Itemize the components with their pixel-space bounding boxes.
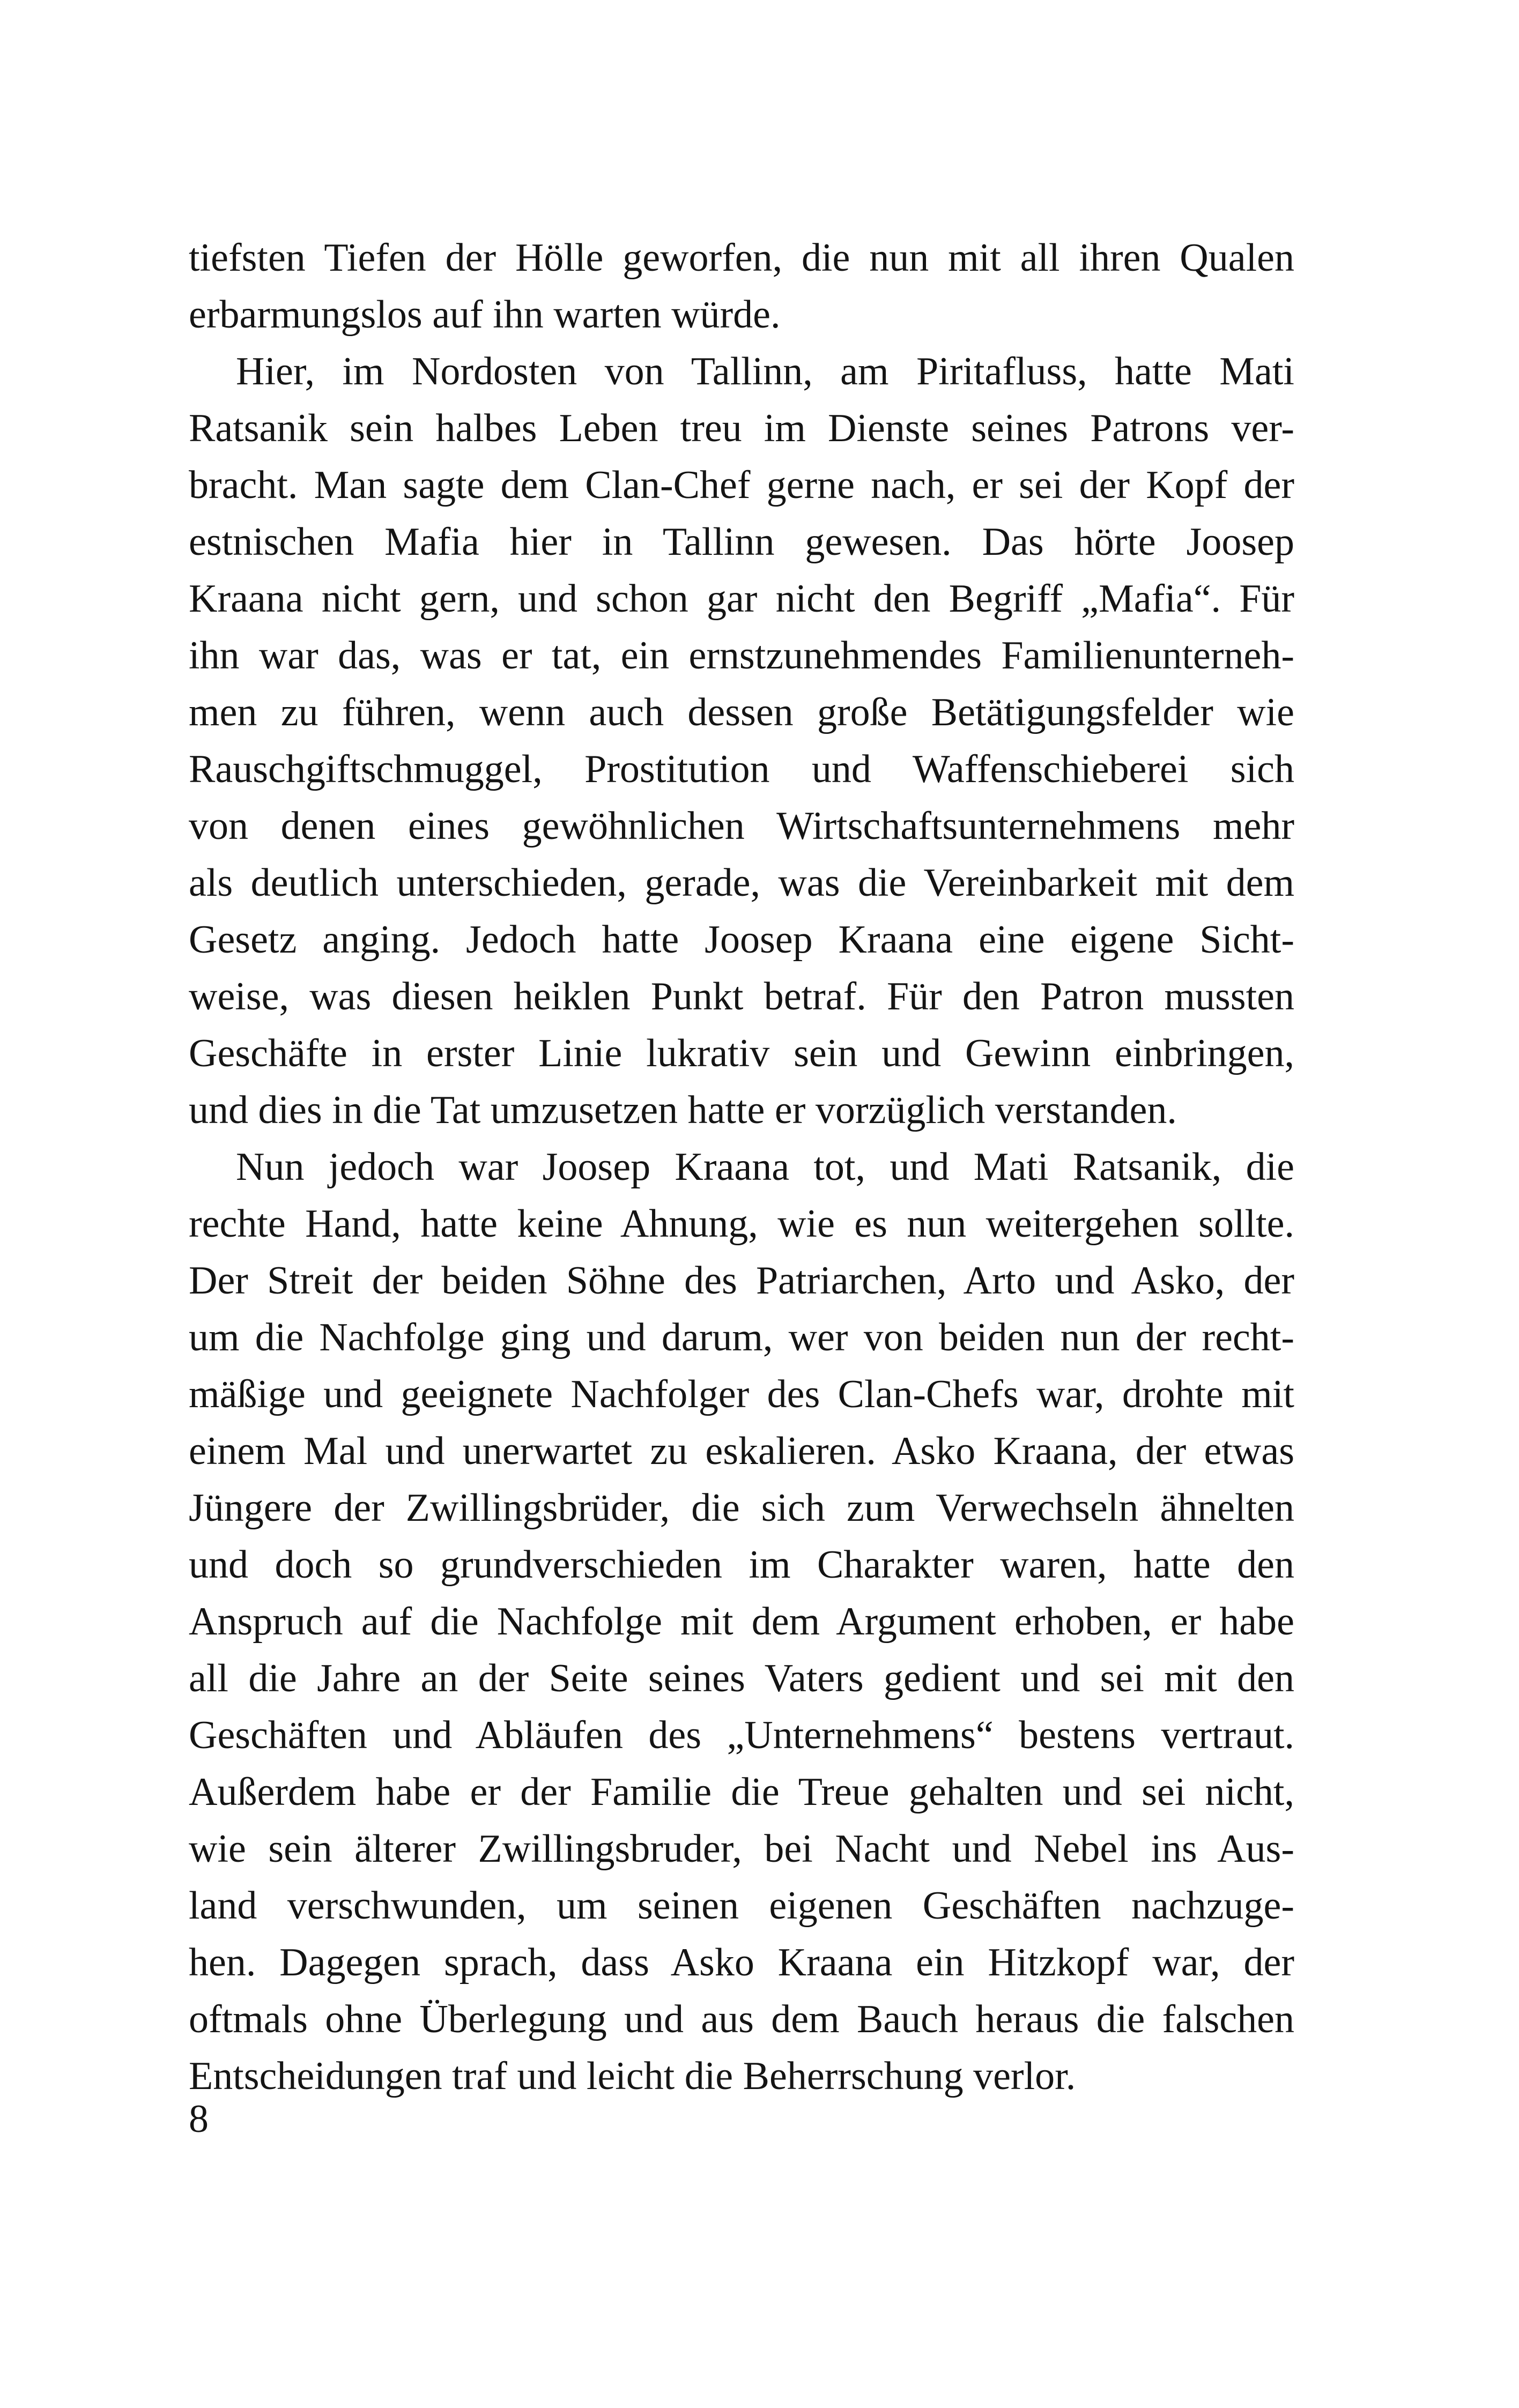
text-line: men zu führen, wenn auch dessen große Betätigungsfelder wie	[189, 690, 1294, 734]
text-line: wie sein älterer Zwillingsbruder, bei Nacht und Nebel ins Aus-	[189, 1827, 1294, 1871]
text-line: weise, was diesen heiklen Punkt betraf. Für den Patron mussten	[189, 975, 1294, 1019]
text-line: Außerdem habe er der Familie die Treue gehalten und sei nicht,	[189, 1770, 1294, 1814]
text-line: erbarmungslos auf ihn warten würde.	[189, 293, 781, 337]
text-line: Geschäften und Abläufen des „Unternehmens“ bestens vertraut.	[189, 1713, 1294, 1757]
text-line: von denen eines gewöhnlichen Wirtschaftsunternehmens mehr	[189, 804, 1294, 848]
text-line: einem Mal und unerwartet zu eskalieren. Asko Kraana, der etwas	[189, 1429, 1294, 1473]
text-line: Jüngere der Zwillingsbrüder, die sich zum Verwechseln ähnelten	[189, 1486, 1294, 1530]
body-text	[189, 229, 1294, 2105]
text-line: land verschwunden, um seinen eigenen Geschäften nachzuge-	[189, 1884, 1294, 1928]
text-line: als deutlich unterschieden, gerade, was die Vereinbarkeit mit dem	[189, 861, 1294, 905]
text-line: bracht. Man sagte dem Clan-Chef gerne nach, er sei der Kopf der	[189, 463, 1294, 507]
text-line: Rauschgiftschmuggel, Prostitution und Waffenschieberei sich	[189, 747, 1294, 791]
text-line: ihn war das, was er tat, ein ernstzunehmendes Familienunterneh-	[189, 634, 1294, 678]
text-line: mäßige und geeignete Nachfolger des Clan-Chefs war, drohte mit	[189, 1372, 1294, 1416]
text-line: Hier, im Nordosten von Tallinn, am Piritafluss, hatte Mati	[236, 350, 1294, 393]
page-number: 8	[189, 2097, 209, 2141]
text-line: hen. Dagegen sprach, dass Asko Kraana ein Hitzkopf war, der	[189, 1941, 1294, 1985]
text-line: Gesetz anging. Jedoch hatte Joosep Kraana eine eigene Sicht-	[189, 918, 1294, 962]
text-line: estnischen Mafia hier in Tallinn gewesen. Das hörte Joosep	[189, 520, 1294, 564]
text-line: oftmals ohne Überlegung und aus dem Bauch heraus die falschen	[189, 1997, 1294, 2041]
text-line: Ratsanik sein halbes Leben treu im Dienste seines Patrons ver-	[189, 406, 1294, 450]
text-line: tiefsten Tiefen der Hölle geworfen, die nun mit all ihren Qualen	[189, 236, 1294, 280]
text-line: Geschäfte in erster Linie lukrativ sein und Gewinn einbringen,	[189, 1031, 1294, 1075]
text-line: all die Jahre an der Seite seines Vaters gedient und sei mit den	[189, 1656, 1294, 1700]
text-line: Entscheidungen traf und leicht die Beherrschung verlor.	[189, 2054, 1076, 2098]
text-line: und doch so grundverschieden im Charakter waren, hatte den	[189, 1543, 1294, 1587]
text-line: rechte Hand, hatte keine Ahnung, wie es nun weitergehen sollte.	[189, 1202, 1294, 1246]
text-line: Anspruch auf die Nachfolge mit dem Argument erhoben, er habe	[189, 1600, 1294, 1644]
text-line: und dies in die Tat umzusetzen hatte er vorzüglich verstanden.	[189, 1088, 1177, 1132]
text-line: Kraana nicht gern, und schon gar nicht den Begriff „Mafia“. Für	[189, 577, 1294, 621]
text-line: Nun jedoch war Joosep Kraana tot, und Mati Ratsanik, die	[236, 1145, 1294, 1189]
text-line: um die Nachfolge ging und darum, wer von beiden nun der recht-	[189, 1316, 1294, 1359]
text-line: Der Streit der beiden Söhne des Patriarchen, Arto und Asko, der	[189, 1259, 1294, 1303]
